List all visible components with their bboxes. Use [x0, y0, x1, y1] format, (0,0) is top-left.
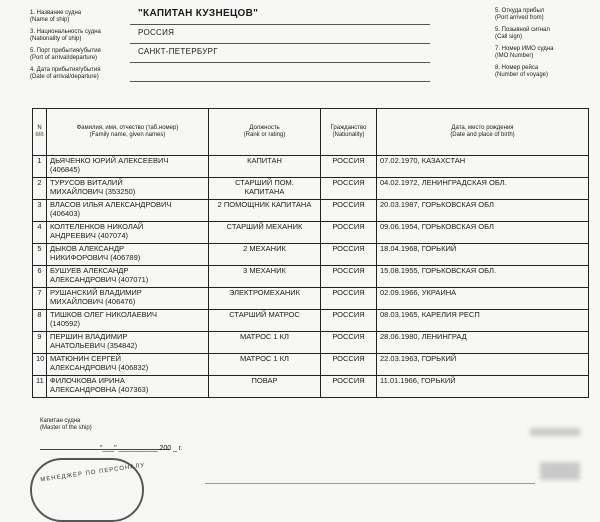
table-row [33, 200, 589, 222]
crew-rank: СТАРШИЙ МЕХАНИК [226, 222, 303, 231]
crew-name-cell [47, 178, 209, 200]
crew-name-cell [47, 376, 209, 398]
crew-birth: 18.04.1968, ГОРЬКИЙ [377, 244, 589, 266]
port-underline [130, 62, 430, 63]
crew-birth: 07.02.1970, КАЗАХСТАН [377, 156, 589, 178]
crew-tab-number: АЛЕКСАНДРОВИЧ (407071) [50, 275, 149, 284]
ship-name-row [30, 10, 450, 29]
row-number: 5 [33, 244, 47, 266]
date-label: 4. Дата прибытия/убытия (Date of arrival/departure) [30, 67, 101, 80]
crew-name-cell [47, 244, 209, 266]
nationality-row [30, 29, 450, 48]
crew-nationality: РОССИЯ [321, 200, 377, 222]
ship-name-value: "КАПИТАН КУЗНЕЦОВ" [138, 8, 259, 19]
stamp-caption: МЕНЕДЖЕР ПО ПЕРСОНАЛУ [40, 462, 146, 484]
ship-name-underline [130, 24, 430, 25]
nationality-label: 3. Национальность судна (Nationality of ship) [30, 29, 101, 42]
crew-table-body [33, 156, 589, 398]
table-row [33, 222, 589, 244]
crew-nationality: РОССИЯ [321, 310, 377, 332]
crew-rank-cell [209, 310, 321, 332]
crew-name-cell [47, 156, 209, 178]
crew-name: ДЫКОВ АЛЕКСАНДР [50, 244, 125, 253]
crew-name-cell [47, 332, 209, 354]
nationality-value: РОССИЯ [138, 28, 175, 37]
crew-name-cell [47, 222, 209, 244]
crew-rank-line2: КАПИТАНА [244, 187, 285, 196]
crew-nationality: РОССИЯ [321, 376, 377, 398]
table-header-row [33, 109, 589, 156]
ship-name-label: 1. Название судна (Name of ship) [30, 10, 82, 23]
crew-name: ФИЛОЧКОВА ИРИНА [50, 376, 125, 385]
crew-rank: КАПИТАН [247, 156, 282, 165]
date-underline [130, 81, 430, 82]
crew-name: ТУРУСОВ ВИТАЛИЙ [50, 178, 123, 187]
col-header-number: N п/п [33, 109, 47, 156]
crew-tab-number: МИХАЙЛОВИЧ (353250) [50, 187, 136, 196]
voyage-info-header [495, 8, 595, 84]
crew-nationality: РОССИЯ [321, 178, 377, 200]
callsign-field: 5. Позывной сигнал (Call sign) [495, 27, 550, 40]
crew-rank: ПОВАР [251, 376, 278, 385]
crew-rank-cell [209, 156, 321, 178]
crew-birth: 11.01.1966, ГОРЬКИЙ [377, 376, 589, 398]
crew-name: КОЛТЕЛЕНКОВ НИКОЛАЙ [50, 222, 144, 231]
crew-rank-cell [209, 266, 321, 288]
crew-rank-cell [209, 354, 321, 376]
crew-rank: СТАРШИЙ ПОМ. [235, 178, 294, 187]
crew-tab-number: АНАТОЛЬЕВИЧ (354842) [50, 341, 138, 350]
date-row [30, 67, 450, 86]
voyage-number-field: 8. Номер рейса (Number of voyage) [495, 65, 549, 78]
crew-rank: МАТРОС 1 КЛ [240, 332, 289, 341]
crew-rank-cell [209, 200, 321, 222]
crew-nationality: РОССИЯ [321, 244, 377, 266]
col-header-rank: Должность (Rank or rating) [209, 109, 321, 156]
crew-tab-number: НИКИФОРОВИЧ (406789) [50, 253, 141, 262]
crew-tab-number: (406403) [50, 209, 81, 218]
crew-nationality: РОССИЯ [321, 156, 377, 178]
crew-tab-number: (406845) [50, 165, 81, 174]
crew-name: БУШУЕВ АЛЕКСАНДР [50, 266, 129, 275]
crew-birth: 08.03.1965, КАРЕЛИЯ РЕСП [377, 310, 589, 332]
crew-birth: 02.09.1966, УКРАИНА [377, 288, 589, 310]
crew-tab-number: АЛЕКСАНДРОВНА (407363) [50, 385, 149, 394]
row-number: 9 [33, 332, 47, 354]
row-number: 2 [33, 178, 47, 200]
crew-name-cell [47, 354, 209, 376]
crew-rank: 2 МЕХАНИК [243, 244, 286, 253]
crew-birth: 04.02.1972, ЛЕНИНГРАДСКАЯ ОБЛ. [377, 178, 589, 200]
col-header-name: Фамилия, имя, отчество (таб.номер) (Family name, given names) [47, 109, 209, 156]
table-row [33, 178, 589, 200]
port-label: 5. Порт прибытия/убытия (Port of arrival/departure) [30, 48, 101, 61]
crew-rank-cell [209, 244, 321, 266]
crew-birth: 20.03.1987, ГОРЬКОВСКАЯ ОБЛ [377, 200, 589, 222]
table-row [33, 266, 589, 288]
crew-name-cell [47, 288, 209, 310]
nationality-underline [130, 43, 430, 44]
crew-nationality: РОССИЯ [321, 332, 377, 354]
table-row [33, 376, 589, 398]
crew-name-cell [47, 310, 209, 332]
row-number: 1 [33, 156, 47, 178]
crew-name-cell [47, 200, 209, 222]
crew-nationality: РОССИЯ [321, 222, 377, 244]
crew-name: ТИШКОВ ОЛЕГ НИКОЛАЕВИЧ [50, 310, 158, 319]
port-row [30, 48, 450, 67]
signature-date: "___" __________ 200 _ г. [100, 445, 183, 452]
col-header-nationality: Гражданство (Nationality) [321, 109, 377, 156]
crew-tab-number: (140592) [50, 319, 81, 328]
crew-rank-cell [209, 332, 321, 354]
redacted-mark [540, 462, 580, 480]
crew-rank-cell [209, 178, 321, 200]
crew-rank-cell [209, 376, 321, 398]
crew-tab-number: АНДРЕЕВИЧ (407074) [50, 231, 129, 240]
row-number: 4 [33, 222, 47, 244]
row-number: 10 [33, 354, 47, 376]
crew-rank: 3 МЕХАНИК [243, 266, 286, 275]
table-row [33, 332, 589, 354]
crew-rank: МАТРОС 1 КЛ [240, 354, 289, 363]
crew-tab-number: МИХАЙЛОВИЧ (406476) [50, 297, 136, 306]
crew-rank-cell [209, 222, 321, 244]
imo-field: 7. Номер ИМО судна (IMO Number) [495, 46, 554, 59]
crew-rank: СТАРШИЙ МАТРОС [229, 310, 300, 319]
table-row [33, 156, 589, 178]
crew-birth: 28.06.1980, ЛЕНИНГРАД [377, 332, 589, 354]
bottom-divider [205, 483, 535, 484]
crew-name: ВЛАСОВ ИЛЬЯ АЛЕКСАНДРОВИЧ [50, 200, 172, 209]
col-header-birth: Дата, место рождения (Date and place of birth) [377, 109, 589, 156]
table-row [33, 244, 589, 266]
crew-name: ДЬЯЧЕНКО ЮРИЙ АЛЕКСЕЕВИЧ [50, 156, 169, 165]
port-value: САНКТ-ПЕТЕРБУРГ [138, 47, 218, 56]
crew-nationality: РОССИЯ [321, 266, 377, 288]
port-from-field: 5. Откуда прибыл (Port arrived from) [495, 8, 545, 21]
row-number: 7 [33, 288, 47, 310]
crew-name: ПЕРШИН ВЛАДИМИР [50, 332, 128, 341]
table-row [33, 288, 589, 310]
row-number: 3 [33, 200, 47, 222]
row-number: 6 [33, 266, 47, 288]
crew-name-cell [47, 266, 209, 288]
crew-nationality: РОССИЯ [321, 354, 377, 376]
crew-birth: 09.06.1954, ГОРЬКОВСКАЯ ОБЛ [377, 222, 589, 244]
crew-name: МАТЮНИН СЕРГЕЙ [50, 354, 122, 363]
crew-tab-number: АЛЕКСАНДРОВИЧ (406832) [50, 363, 149, 372]
crew-rank: 2 ПОМОЩНИК КАПИТАНА [217, 200, 312, 209]
crew-table [32, 108, 589, 398]
row-number: 8 [33, 310, 47, 332]
table-row [33, 354, 589, 376]
crew-birth: 15.08.1955, ГОРЬКОВСКАЯ ОБЛ. [377, 266, 589, 288]
row-number: 11 [33, 376, 47, 398]
table-row [33, 310, 589, 332]
master-signature-label: Капитан судна (Master of the ship) [40, 418, 92, 431]
crew-rank: ЭЛЕКТРОМЕХАНИК [228, 288, 301, 297]
redacted-signature [530, 428, 580, 436]
crew-birth: 22.03.1963, ГОРЬКИЙ [377, 354, 589, 376]
ship-info-header [30, 10, 450, 86]
crew-rank-cell [209, 288, 321, 310]
crew-name: РУШАНСКИЙ ВЛАДИМИР [50, 288, 142, 297]
crew-nationality: РОССИЯ [321, 288, 377, 310]
